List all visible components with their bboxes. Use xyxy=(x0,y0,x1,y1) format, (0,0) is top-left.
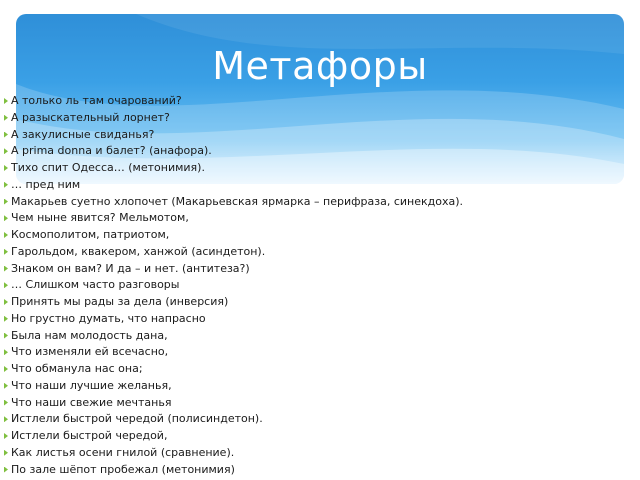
list-item xyxy=(4,143,463,160)
triangle-bullet-icon xyxy=(4,467,8,473)
line-text: Была нам молодость дана, xyxy=(11,328,168,342)
line-text: А только ль там очарований? xyxy=(11,94,182,107)
list-item xyxy=(4,110,463,127)
triangle-bullet-icon xyxy=(4,316,8,322)
list-item xyxy=(4,194,463,211)
triangle-bullet-icon xyxy=(4,98,8,104)
line-text: Истлели быстрой чередой (полисиндетон). xyxy=(11,412,263,426)
list-item xyxy=(4,261,463,278)
triangle-bullet-icon xyxy=(4,349,8,355)
list-item xyxy=(4,311,463,328)
list-item xyxy=(4,344,463,361)
list-item xyxy=(4,127,463,144)
triangle-bullet-icon xyxy=(4,232,8,238)
slide-title: Метафоры xyxy=(212,44,428,88)
triangle-bullet-icon xyxy=(4,299,8,305)
list-item xyxy=(4,328,463,345)
line-text: Что наши лучшие желанья, xyxy=(11,378,172,392)
triangle-bullet-icon xyxy=(4,215,8,221)
line-text: А разыскательный лорнет? xyxy=(11,110,170,124)
triangle-bullet-icon xyxy=(4,199,8,205)
list-item xyxy=(4,378,463,395)
triangle-bullet-icon xyxy=(4,450,8,456)
list-item xyxy=(4,361,463,378)
list-item xyxy=(4,210,463,227)
line-text: Как листья осени гнилой (сравнение). xyxy=(11,445,235,459)
triangle-bullet-icon xyxy=(4,266,8,272)
line-text: Истлели быстрой чередой, xyxy=(11,429,168,442)
line-text: Что изменяли ей всечасно, xyxy=(11,345,169,359)
triangle-bullet-icon xyxy=(4,115,8,121)
triangle-bullet-icon xyxy=(4,383,8,389)
triangle-bullet-icon xyxy=(4,333,8,339)
triangle-bullet-icon xyxy=(4,282,8,288)
line-text: Но грустно думать, что напрасно xyxy=(11,311,206,325)
list-item xyxy=(4,277,463,294)
triangle-bullet-icon xyxy=(4,249,8,255)
list-item xyxy=(4,395,463,412)
line-text: Макарьев суетно хлопочет (Макарьевская ярмарка – перифраза, синекдоха). xyxy=(11,194,463,208)
line-text: … пред ним xyxy=(11,177,81,191)
line-text: По зале шёпот пробежал (метонимия) xyxy=(11,462,235,476)
triangle-bullet-icon xyxy=(4,416,8,422)
list-item xyxy=(4,462,463,479)
list-item xyxy=(4,244,463,261)
line-text: А prima donna и балет? (анафора). xyxy=(11,144,212,158)
list-item xyxy=(4,445,463,462)
list-item xyxy=(4,411,463,428)
line-text: Тихо спит Одесса… (метонимия). xyxy=(11,161,205,174)
line-text: Принять мы рады за дела (инверсия) xyxy=(11,295,229,308)
triangle-bullet-icon xyxy=(4,165,8,171)
triangle-bullet-icon xyxy=(4,433,8,439)
triangle-bullet-icon xyxy=(4,400,8,406)
line-text: Гарольдом, квакером, ханжой (асиндетон). xyxy=(11,244,266,258)
triangle-bullet-icon xyxy=(4,132,8,138)
line-text: Что наши свежие мечтанья xyxy=(11,395,172,409)
text-lines xyxy=(4,93,463,478)
triangle-bullet-icon xyxy=(4,148,8,154)
list-item xyxy=(4,177,463,194)
list-item xyxy=(4,227,463,244)
triangle-bullet-icon xyxy=(4,182,8,188)
list-item xyxy=(4,93,463,110)
list-item xyxy=(4,160,463,177)
line-text: А закулисные свиданья? xyxy=(11,127,155,141)
line-text: … Слишком часто разговоры xyxy=(11,278,180,292)
triangle-bullet-icon xyxy=(4,366,8,372)
line-text: Знаком он вам? И да – и нет. (антитеза?) xyxy=(11,261,250,275)
line-text: Что обманула нас она; xyxy=(11,362,143,375)
list-item xyxy=(4,294,463,311)
line-text: Космополитом, патриотом, xyxy=(11,228,170,241)
list-item xyxy=(4,428,463,445)
line-text: Чем ныне явится? Мельмотом, xyxy=(11,211,189,225)
